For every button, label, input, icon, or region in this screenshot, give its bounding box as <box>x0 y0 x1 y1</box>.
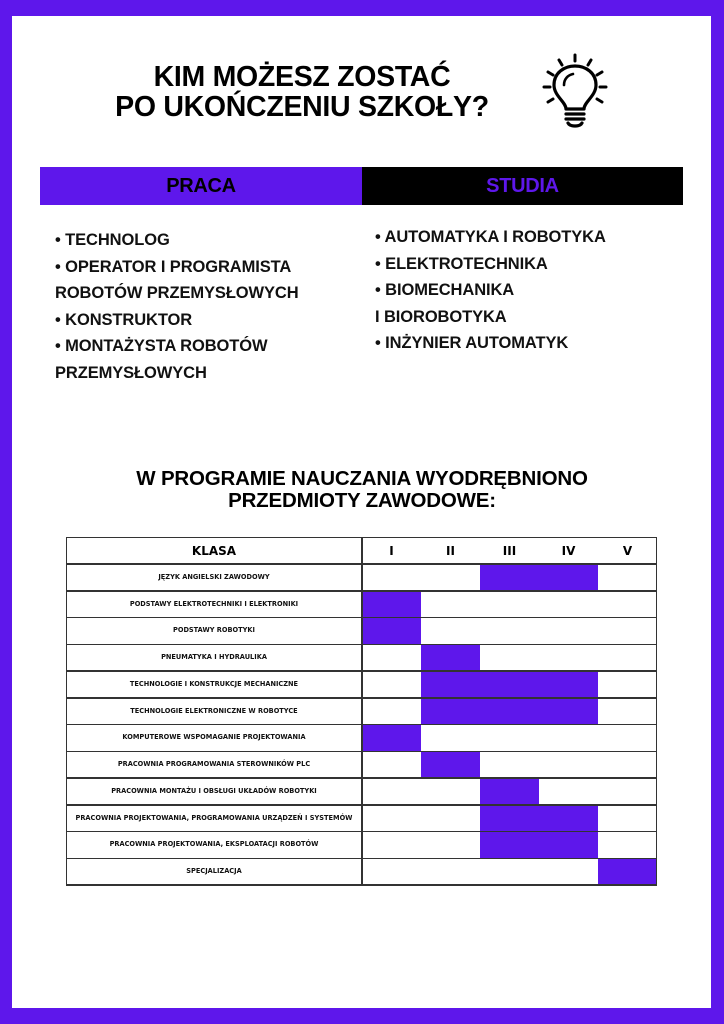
poster-page <box>12 16 711 1008</box>
category-bar <box>40 167 683 205</box>
title-line-2: PO UKOŃCZENIU SZKOŁY? <box>115 91 489 123</box>
table-header-class: I <box>389 543 394 558</box>
section-title-line-1: W PROGRAMIE NAUCZANIA WYODRĘBNIONO <box>136 467 588 490</box>
praca-list-item: PRZEMYSŁOWYCH <box>55 363 207 382</box>
studia-list-item: I BIOROBOTYKA <box>375 307 507 326</box>
category-studia: STUDIA <box>362 167 683 205</box>
praca-list-item: • TECHNOLOG <box>55 231 170 249</box>
praca-list-item: ROBOTÓW PRZEMYSŁOWYCH <box>55 284 299 303</box>
studia-list-item: • AUTOMATYKA I ROBOTYKA <box>375 228 606 246</box>
section-title <box>72 468 652 512</box>
studia-list-item: • INŻYNIER AUTOMATYK <box>375 334 569 353</box>
table-border <box>66 537 657 885</box>
table-row-subject: SPECJALIZACJA <box>186 867 242 876</box>
studia-list-item: • ELEKTROTECHNIKA <box>375 254 548 273</box>
category-praca: PRACA <box>40 167 362 205</box>
table-header-class: IV <box>561 543 576 558</box>
table-row-subject: PRACOWNIA PROGRAMOWANIA STEROWNIKÓW PLC <box>117 760 311 769</box>
table-row-subject: PRACOWNIA MONTAŻU I OBSŁUGI UKŁADÓW ROBOTYKI <box>111 786 317 795</box>
table-header-class: V <box>622 543 633 558</box>
table-header-klasa: KLASA <box>191 543 237 558</box>
praca-list <box>55 227 299 387</box>
table-header-class: III <box>502 543 517 558</box>
studia-list-item: • BIOMECHANIKA <box>375 281 515 300</box>
title-line-1: KIM MOŻESZ ZOSTAĆ <box>153 61 451 93</box>
table-row-subject: PRACOWNIA PROJEKTOWANIA, EKSPLOATACJI ROBOTÓW <box>109 840 319 849</box>
praca-list-item: • MONTAŻYSTA ROBOTÓW <box>55 337 268 356</box>
praca-list-item: • OPERATOR I PROGRAMISTA <box>55 257 292 276</box>
table-header-class: II <box>446 543 455 558</box>
table-row-subject: KOMPUTEROWE WSPOMAGANIE PROJEKTOWANIA <box>122 733 306 742</box>
praca-list-item: • KONSTRUKTOR <box>55 310 193 329</box>
table-row-subject: TECHNOLOGIE I KONSTRUKCJE MECHANICZNE <box>129 679 299 688</box>
page-title <box>72 62 532 122</box>
section-title-line-2: PRZEDMIOTY ZAWODOWE: <box>228 489 496 512</box>
table-row-subject: PNEUMATYKA I HYDRAULIKA <box>161 653 267 662</box>
table-row-subject: PRACOWNIA PROJEKTOWANIA, PROGRAMOWANIA URZĄDZEŃ I SYSTEMÓW <box>75 813 353 822</box>
table-row-subject: PODSTAWY ROBOTYKI <box>173 626 255 635</box>
table-row-subject: JĘZYK ANGIELSKI ZAWODOWY <box>158 572 270 581</box>
subjects-table <box>66 537 657 885</box>
table-row-subject: PODSTAWY ELEKTROTECHNIKI I ELEKTRONIKI <box>129 599 299 608</box>
studia-list <box>375 224 606 357</box>
table-row-subject: TECHNOLOGIE ELEKTRONICZNE W ROBOTYCE <box>130 706 298 715</box>
lightbulb-icon <box>540 52 610 130</box>
